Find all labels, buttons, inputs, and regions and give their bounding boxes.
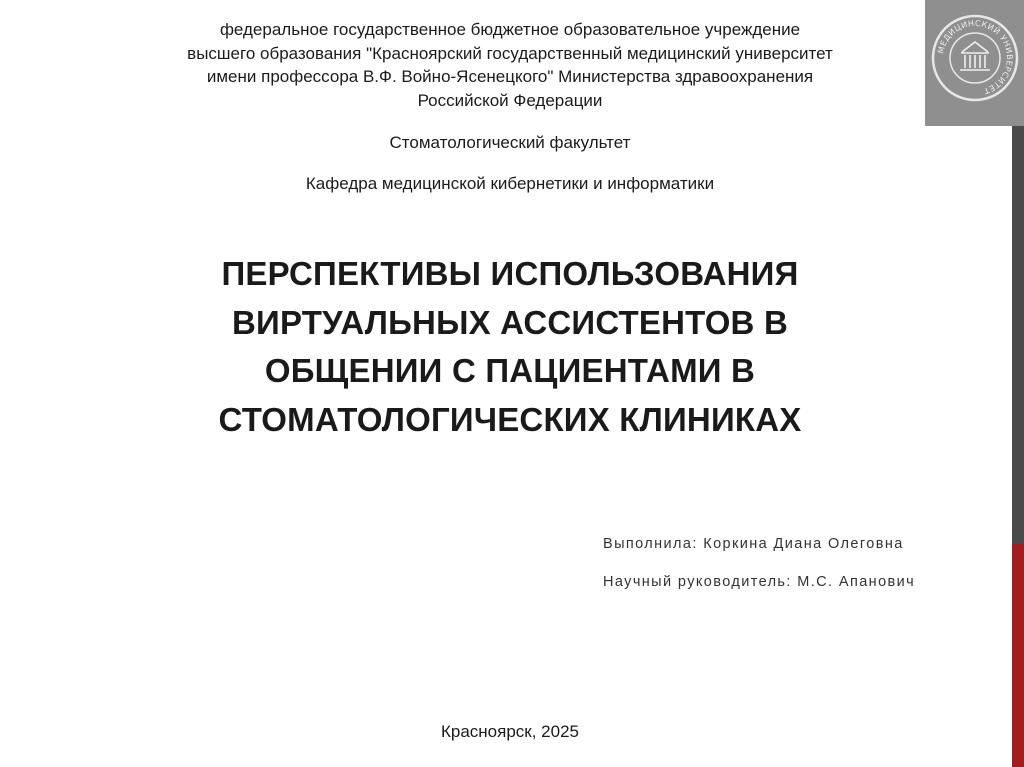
institution-line: федеральное государственное бюджетное образовательное учреждение [219, 20, 801, 39]
faculty-name: Стоматологический факультет [389, 133, 631, 152]
credits [603, 536, 915, 612]
institution-line: высшего образования "Красноярский государственный медицинский университет [187, 43, 833, 63]
supervisor-line: Научный руководитель: М.С. Апанович [603, 574, 916, 590]
department-name: Кафедра медицинской кибернетики и информатики [305, 174, 715, 193]
institution-name [40, 18, 980, 112]
city-year: Красноярск, 2025 [440, 722, 580, 741]
side-bar-red [1012, 544, 1024, 767]
title-line: СТОМАТОЛОГИЧЕСКИХ КЛИНИКАХ [218, 400, 802, 438]
university-logo [925, 0, 1024, 126]
side-bar-gray [1012, 126, 1024, 544]
slide-title [60, 250, 960, 444]
logo-text: МЕДИЦИНСКИЙ УНИВЕРСИТЕТ [936, 18, 1015, 96]
side-accent-bar [1006, 126, 1024, 767]
title-line: ВИРТУАЛЬНЫХ АССИСТЕНТОВ В [232, 303, 788, 341]
author-line: Выполнила: Коркина Диана Олеговна [603, 536, 904, 552]
institution-line: имени профессора В.Ф. Войно-Ясенецкого" Министерства здравоохранения [206, 67, 814, 86]
title-line: ОБЩЕНИИ С ПАЦИЕНТАМИ В [264, 352, 756, 389]
university-building-icon [929, 12, 1021, 104]
title-line: ПЕРСПЕКТИВЫ ИСПОЛЬЗОВАНИЯ [221, 255, 799, 292]
institution-line: Российской Федерации [417, 90, 603, 110]
